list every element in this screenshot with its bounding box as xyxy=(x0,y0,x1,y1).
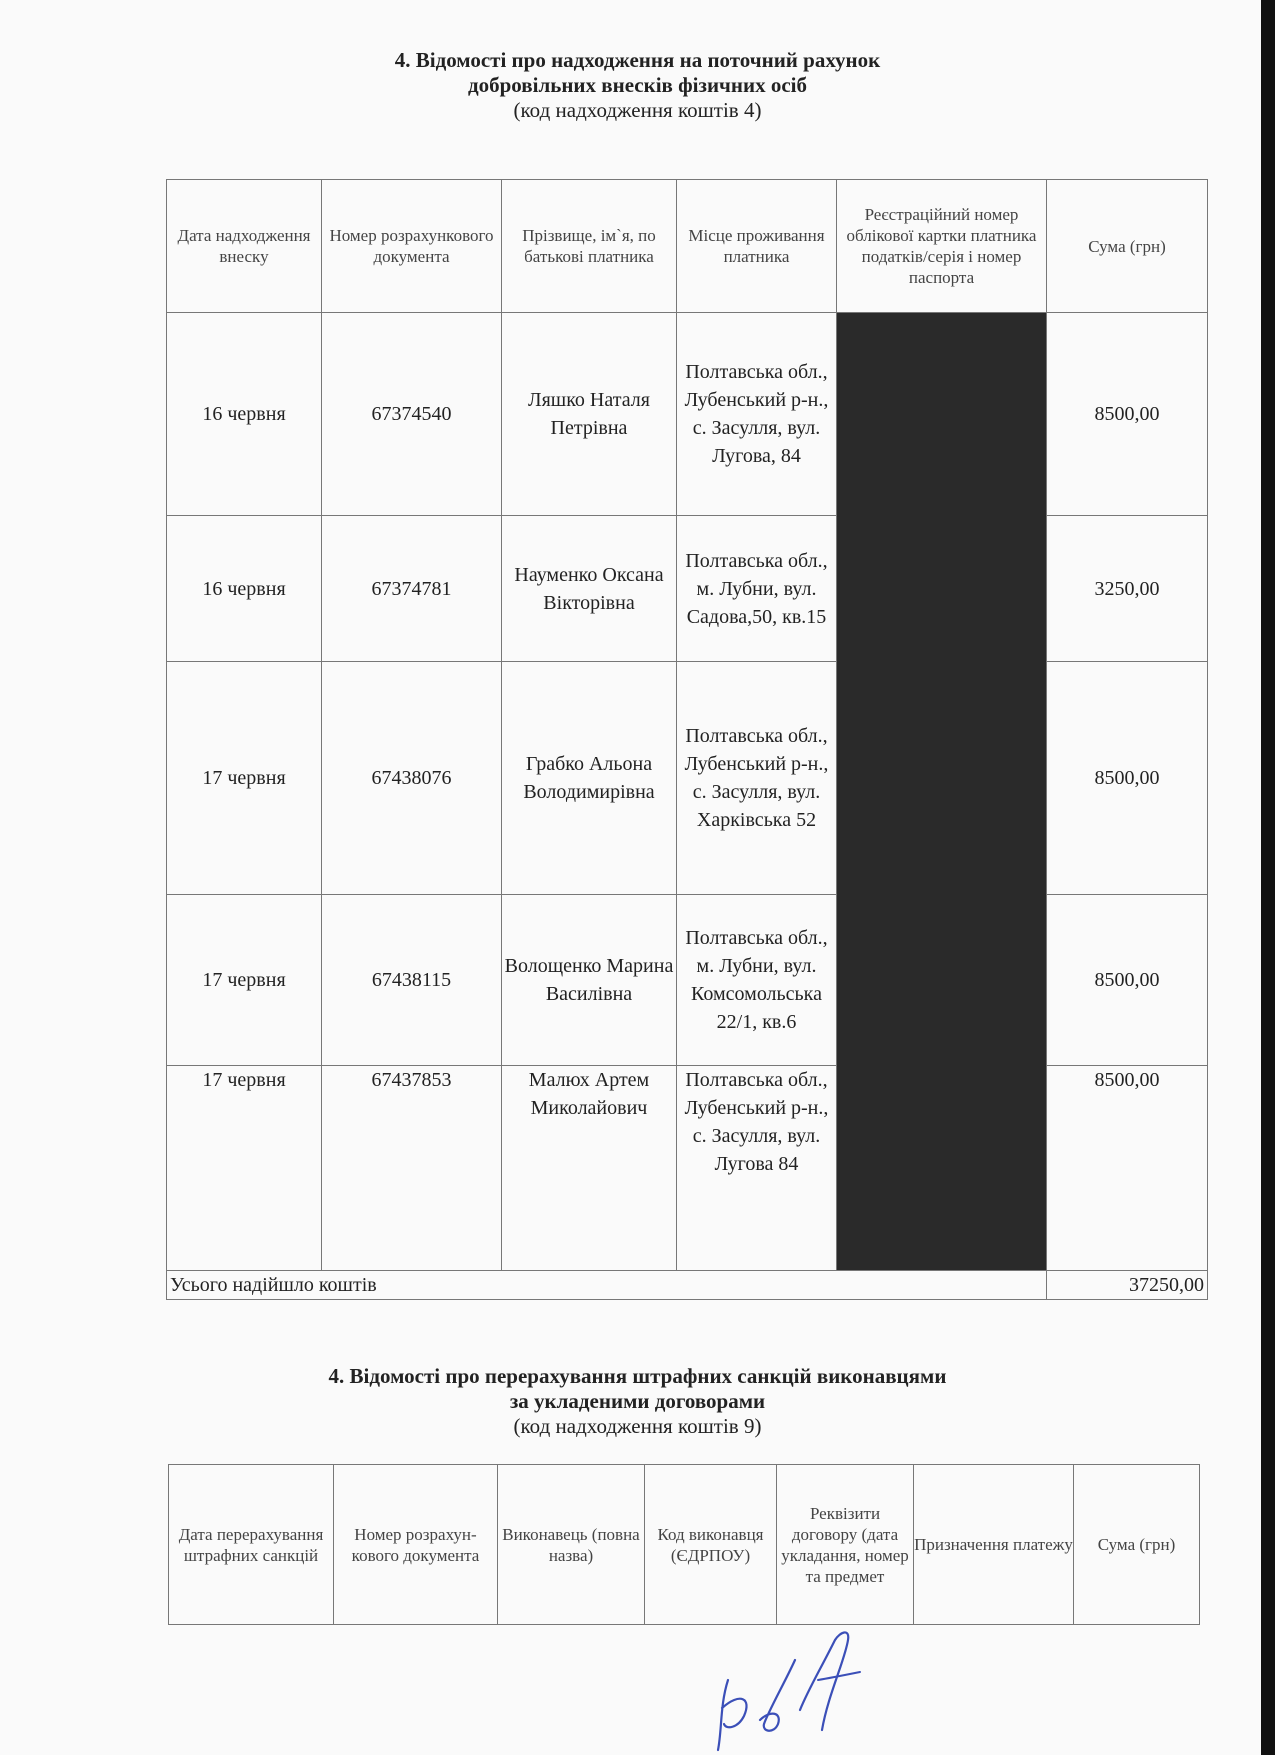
cell-address: Полтавська обл., Лубенський р-н., с. Засулля, вул. Харківська 52 xyxy=(677,662,837,895)
cell-date: 17 червня xyxy=(167,895,322,1066)
header-payer-name: Прізвище, ім`я, по батькові платника xyxy=(502,180,677,313)
header-tax-id: Реєстраційний номер облікової картки платника податків/серія і номер паспорта xyxy=(837,180,1047,313)
cell-date: 17 червня xyxy=(167,1066,322,1271)
cell-address: Полтавська обл., Лубенський р-н., с. Засулля, вул. Лугова, 84 xyxy=(677,313,837,516)
cell-name: Волощенко Марина Василівна xyxy=(502,895,677,1066)
cell-doc: 67374781 xyxy=(322,516,502,662)
cell-doc: 67438076 xyxy=(322,662,502,895)
table-header-row xyxy=(169,1465,1200,1625)
penalties-table xyxy=(168,1464,1200,1625)
table-row xyxy=(167,516,1208,662)
header-doc-number: Номер розрахункового документа xyxy=(322,180,502,313)
header-contractor-code: Код виконавця (ЄДРПОУ) xyxy=(645,1465,777,1625)
header-payment-purpose: Призначення платежу xyxy=(914,1465,1074,1625)
header-amount: Сума (грн) xyxy=(1074,1465,1200,1625)
cell-name: Ляшко Наталя Петрівна xyxy=(502,313,677,516)
cell-amount: 8500,00 xyxy=(1047,662,1208,895)
table-row xyxy=(167,313,1208,516)
cell-name: Грабко Альона Володимирівна xyxy=(502,662,677,895)
section1-title-line2: добровільних внесків фізичних осіб xyxy=(467,73,807,97)
header-amount: Сума (грн) xyxy=(1047,180,1208,313)
section1-subtitle: (код надходження коштів 4) xyxy=(513,98,762,122)
cell-doc: 67374540 xyxy=(322,313,502,516)
section2-title-line2: за укладеними договорами xyxy=(509,1389,766,1413)
header-date: Дата надходження внеску xyxy=(167,180,322,313)
header-address: Місце проживання платника xyxy=(677,180,837,313)
cell-date: 16 червня xyxy=(167,516,322,662)
scan-edge xyxy=(1261,0,1275,1755)
table-row xyxy=(167,662,1208,895)
signature-image xyxy=(700,1620,880,1755)
header-contract-details: Реквізити договору (дата укладання, номер та предмет xyxy=(777,1465,914,1625)
section2-title-line1: 4. Відомості про перерахування штрафних санкцій виконавцями xyxy=(328,1364,947,1388)
total-label: Усього надійшло коштів xyxy=(167,1271,1047,1300)
table-header-row xyxy=(167,180,1208,313)
section2-heading xyxy=(0,1364,1275,1439)
cell-amount: 8500,00 xyxy=(1047,1066,1208,1271)
redacted-tax-id xyxy=(837,313,1047,1271)
table-row xyxy=(167,1066,1208,1271)
cell-amount: 8500,00 xyxy=(1047,895,1208,1066)
cell-name: Малюх Артем Миколайович xyxy=(502,1066,677,1271)
cell-address: Полтавська обл., Лубенський р-н., с. Засулля, вул. Лугова 84 xyxy=(677,1066,837,1271)
total-value: 37250,00 xyxy=(1047,1271,1208,1300)
section2-subtitle: (код надходження коштів 9) xyxy=(513,1414,762,1438)
cell-address: Полтавська обл., м. Лубни, вул. Комсомольська 22/1, кв.6 xyxy=(677,895,837,1066)
donations-table xyxy=(166,179,1208,1300)
cell-doc: 67438115 xyxy=(322,895,502,1066)
section1-heading xyxy=(0,48,1275,123)
section1-title-line1: 4. Відомості про надходження на поточний рахунок xyxy=(394,48,881,72)
cell-amount: 8500,00 xyxy=(1047,313,1208,516)
total-row xyxy=(167,1271,1208,1300)
header-transfer-date: Дата перерахування штрафних санкцій xyxy=(169,1465,334,1625)
cell-date: 16 червня xyxy=(167,313,322,516)
header-contractor: Виконавець (повна назва) xyxy=(498,1465,645,1625)
cell-amount: 3250,00 xyxy=(1047,516,1208,662)
header-doc-number: Номер розрахун-кового документа xyxy=(334,1465,498,1625)
cell-date: 17 червня xyxy=(167,662,322,895)
cell-doc: 67437853 xyxy=(322,1066,502,1271)
cell-name: Науменко Оксана Вікторівна xyxy=(502,516,677,662)
cell-address: Полтавська обл., м. Лубни, вул. Садова,50, кв.15 xyxy=(677,516,837,662)
table-row xyxy=(167,895,1208,1066)
